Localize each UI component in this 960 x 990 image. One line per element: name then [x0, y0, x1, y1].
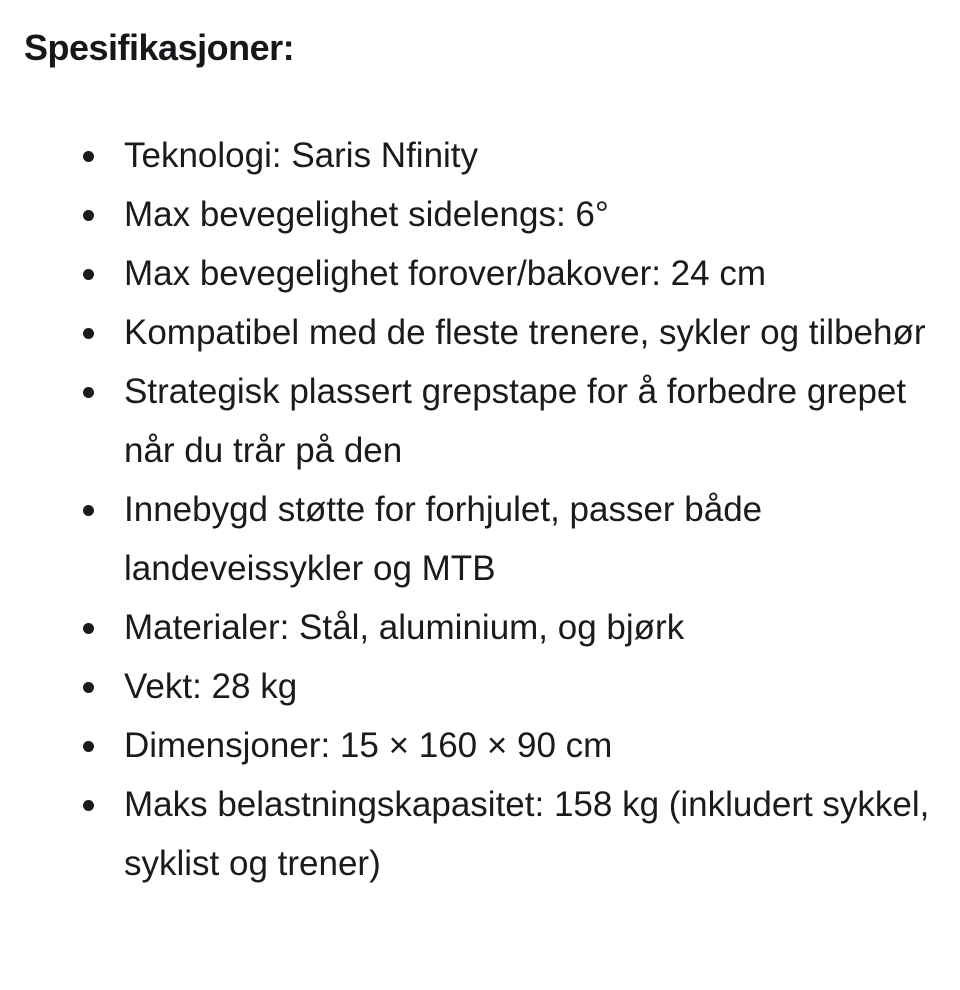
- spec-text: Teknologi: Saris Nfinity: [124, 136, 479, 175]
- bullet-icon: [83, 269, 94, 280]
- spec-item: [0, 185, 940, 244]
- spec-text: Dimensjoner: 15 × 160 × 90 cm: [124, 726, 613, 765]
- spec-text: Strategisk plassert grepstape for å forbedre grepet når du trår på den: [124, 372, 907, 470]
- bullet-icon: [83, 682, 94, 693]
- bullet-icon: [83, 328, 94, 339]
- spec-item: [0, 126, 940, 185]
- spec-item: [0, 480, 940, 598]
- bullet-icon: [83, 151, 94, 162]
- bullet-icon: [83, 210, 94, 221]
- spec-item: [0, 598, 940, 657]
- bullet-icon: [83, 623, 94, 634]
- bullet-icon: [83, 505, 94, 516]
- spec-list: [0, 126, 940, 893]
- spec-text: Innebygd støtte for forhjulet, passer både landeveissykler og MTB: [124, 490, 763, 588]
- spec-item: [0, 362, 940, 480]
- spec-text: Maks belastningskapasitet: 158 kg (inkludert sykkel, syklist og trener): [124, 785, 930, 883]
- spec-text: Materialer: Stål, aluminium, og bjørk: [124, 608, 685, 647]
- bullet-icon: [83, 741, 94, 752]
- spec-text: Max bevegelighet sidelengs: 6°: [124, 195, 609, 234]
- section-heading: Spesifikasjoner:: [24, 27, 295, 68]
- spec-item: [0, 716, 940, 775]
- bullet-icon: [83, 800, 94, 811]
- spec-text: Kompatibel med de fleste trenere, sykler og tilbehør: [124, 313, 926, 352]
- spec-item: [0, 303, 940, 362]
- spec-item: [0, 775, 940, 893]
- spec-item: [0, 244, 940, 303]
- spec-text: Max bevegelighet forover/bakover: 24 cm: [124, 254, 766, 293]
- spec-item: [0, 657, 940, 716]
- bullet-icon: [83, 387, 94, 398]
- spec-text: Vekt: 28 kg: [124, 667, 298, 706]
